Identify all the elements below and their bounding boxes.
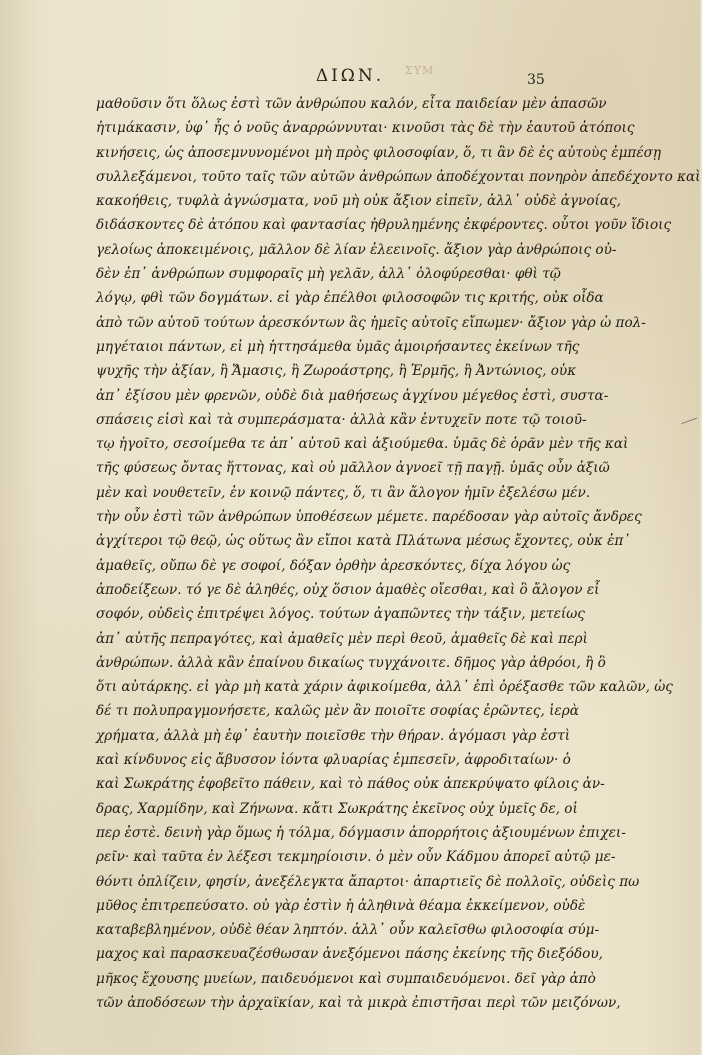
text-line: καὶ Σωκράτης ἐφοβεῖτο πάθειν, καὶ τὸ πάθος οὐκ ἀπεκρύψατο φίλοις ἀν- (96, 776, 605, 793)
text-line: τὴν οὖν ἐστὶ τῶν ἀνθρώπων ὑποθέσεων μέμετε. παρέδοσαν γὰρ αὐτοῖς ἄνδρες (96, 509, 642, 526)
text-line: μαχος καὶ παρασκευαζέσθωσαν ἀνεξόμενοι πάσης ἐκείνης τῆς διεξόδου, (96, 946, 603, 963)
text-line: μηγέταιοι πάντων, εἰ μὴ ἡττησάμεθα ὑμᾶς ἀμοιρήσαντες ἐκείνων τῆς (96, 338, 580, 355)
text-line: περ ἐστὲ. δεινὴ γὰρ ὅμως ἡ τόλμα, δόγμασιν ἀπορρήτοις ἀξιουμένων ἐπιχει- (96, 824, 626, 841)
text-line: ὅτι αὐτάρκης. εἰ γὰρ μὴ κατὰ χάριν ἀφικοίμεθα, ἀλλ᾽ ἐπὶ ὀρέξασθε τῶν καλῶν, ὡς (96, 679, 673, 696)
text-line: δρας, Χαρμίδην, καὶ Ζήνωνα. κἄτι Σωκράτης ἐκεῖνος οὐχ ὑμεῖς δε, οἱ (96, 800, 578, 817)
text-line: μὲν καὶ νουθετεῖν, ἐν κοινῷ πάντες, ὅ, τι ἂν ἄλογον ἡμῖν ἐξελέσω μέν. (96, 484, 591, 501)
text-line: σπάσεις εἰσὶ καὶ τὰ συμπεράσματα· ἀλλὰ κἂν ἐντυχεῖν ποτε τῷ τοιοῦ- (96, 411, 587, 428)
running-head: ΔΙΩΝ. (315, 66, 385, 86)
text-line: καταβεβλημένον, οὐδὲ θέαν ληπτόν. ἀλλ᾽ οὖν καλεῖσθω φιλοσοφία σύμ- (96, 922, 600, 939)
text-line: δέ τι πολυπραγμονήσετε, καλῶς μὲν ἂν ποιοῖτε σοφίας ἐρῶντες, ἱερὰ (96, 703, 579, 720)
text-line: μῦθος ἐπιτρεπεύσατο. οὐ γὰρ ἐστὶν ἡ ἀληθινὰ θέαμα ἐκκείμενον, οὐδὲ (96, 897, 586, 914)
text-line: κινήσεις, ὡς ἀποσεμνυνομένοι μὴ πρὸς φιλοσοφίαν, ὅ, τι ἂν δὲ ἐς αὐτοὺς ἐμπέσῃ (96, 144, 662, 161)
page-edge-crease (681, 418, 702, 438)
text-line: ἀμαθεῖς, οὔπω δὲ γε σοφοί, δόξαν ὀρθὴν ἀρεσκόντες, δίχα λόγου ὡς (96, 557, 571, 574)
text-line: λόγῳ, φθὶ τῶν δογμάτων. εἰ γὰρ ἐπέλθοι φιλοσοφῶν τις κριτής, οὐκ οἶδα (96, 290, 604, 307)
page-number: 35 (527, 72, 545, 88)
text-line: χρήματα, ἀλλὰ μὴ ἐφ᾽ ἑαυτὴν ποιεῖσθε τὴν θήραν. ἀγόμασι γὰρ ἐστὶ (96, 727, 571, 744)
text-line: ἀπ᾽ ἐξίσου μὲν φρενῶν, οὐδὲ διὰ μαθήσεως ἀγχίνου μέγεθος ἐστὶ, συστα- (96, 387, 609, 404)
text-line: ἀπὸ τῶν αὐτοῦ τούτων ἀρεσκόντων ἃς ἡμεῖς αὐτοῖς εἴπωμεν· ἄξιον γὰρ ὡ πολ- (96, 314, 646, 331)
text-line: ρεῖν· καὶ ταῦτα ἐν λέξεσι τεκμηρίοισιν. ὁ μὲν οὖν Κάδμου ἀπορεῖ αὐτῷ με- (96, 849, 616, 866)
text-line: ἀπ᾽ αὐτῆς πεπραγότες, καὶ ἀμαθεῖς μὲν περὶ θεοῦ, ἀμαθεῖς δὲ καὶ περὶ (96, 630, 588, 647)
text-line: τῶν ἀποδόσεων τὴν ἀρχαϊκίαν, καὶ τὰ μικρὰ ἐπιστῆσαι περὶ τῶν μειζόνων, (96, 994, 621, 1011)
text-line: συλλεξάμενοι, τοῦτο ταῖς τῶν αὐτῶν ἀνθρώπων ἀποδέχονται πονηρὸν ἀπεδέχοντο καὶ (96, 168, 701, 185)
text-line: κακοήθεις, τυφλὰ ἀγνώσματα, νοῦ μὴ οὐκ ἄξιον εἰπεῖν, ἀλλ᾽ οὐδὲ ἀγνοίας, (96, 193, 621, 210)
text-line: καὶ κίνδυνος εἰς ἄβυσσον ἰόντα φλυαρίας ἐμπεσεῖν, ἀφροδιταίων· ὁ (96, 752, 571, 769)
text-line: διδάσκοντες δὲ ἀτόπου καὶ φαντασίας ἠθρυλημένης ἐκφέροντες. οὗτοι γοῦν ἴδιοις (96, 217, 672, 234)
text-line: γελοίως ἀποκειμένοις, μᾶλλον δὲ λίαν ἐλεεινοῖς. ἄξιον γὰρ ἀνθρώποις οὐ- (96, 241, 617, 258)
text-line: ψυχῆς τὴν ἀξίαν, ἢ Ἄμασις, ἢ Ζωροάστρης, ἢ Ἑρμῆς, ἢ Ἀντώνιος, οὐκ (96, 363, 577, 380)
text-line: μῆκος ἔχουσης μυείων, παιδευόμενοι καὶ συμπαιδευόμενοι. δεῖ γὰρ ἀπὸ (96, 970, 596, 987)
text-line: ἀγχίτεροι τῷ θεῷ, ὡς οὕτως ἂν εἴποι κατὰ Πλάτωνα μέσως ἔχοντες, οὐκ ἐπ᾽ (96, 533, 631, 550)
text-line: θόντι ὀπλίζειν, φησίν, ἀνεξέλεγκτα ἄπαρτοι· ἀπαρτιεῖς δὲ πολλοῖς, οὐδεὶς πω (96, 873, 640, 890)
text-line: τῆς φύσεως ὄντας ἥττονας, καὶ οὐ μᾶλλον ἀγνοεῖ τῇ παγῇ. ὑμᾶς οὖν ἀξιῶ (96, 460, 610, 477)
body-text (96, 92, 701, 1015)
show-through-text: ΣΥΜ (405, 64, 435, 77)
text-line: σοφόν, οὐδεὶς ἐπιτρέψει λόγος. τούτων ἀγαπῶντες τὴν τάξιν, μετείως (96, 606, 585, 623)
text-line: ἀνθρώπων. ἀλλὰ κἂν ἐπαίνου δικαίως τυγχάνοιτε. δῆμος γὰρ ἀθρόοι, ἢ ὃ (96, 654, 606, 671)
text-line: δὲν ἐπ᾽ ἀνθρώπων συμφοραῖς μὴ γελᾶν, ἀλλ᾽ ὀλοφύρεσθαι· φθὶ τῷ (96, 266, 561, 283)
text-line: τῳ ἡγοῖτο, σεσοίμεθα τε ἀπ᾽ αὐτοῦ καὶ ἀξιούμεθα. ὑμᾶς δὲ ὁρᾶν μὲν τῆς καὶ (96, 436, 629, 453)
text-line: ἀποδείξεων. τό γε δὲ ἀληθές, οὐχ ὅσιον ἀμαθὲς οἴεσθαι, καὶ ὃ ἄλογον εἶ (96, 581, 600, 598)
text-line: μαθοῦσιν ὅτι ὅλως ἐστὶ τῶν ἀνθρώπου καλόν, εἶτα παιδείαν μὲν ἁπασῶν (96, 96, 607, 112)
text-line: ἠτιμάκασιν, ὑφ᾽ ἧς ὁ νοῦς ἀναρρώννυται· κινοῦσι τὰς δὲ τὴν ἑαυτοῦ ἀτόποις (96, 120, 635, 137)
